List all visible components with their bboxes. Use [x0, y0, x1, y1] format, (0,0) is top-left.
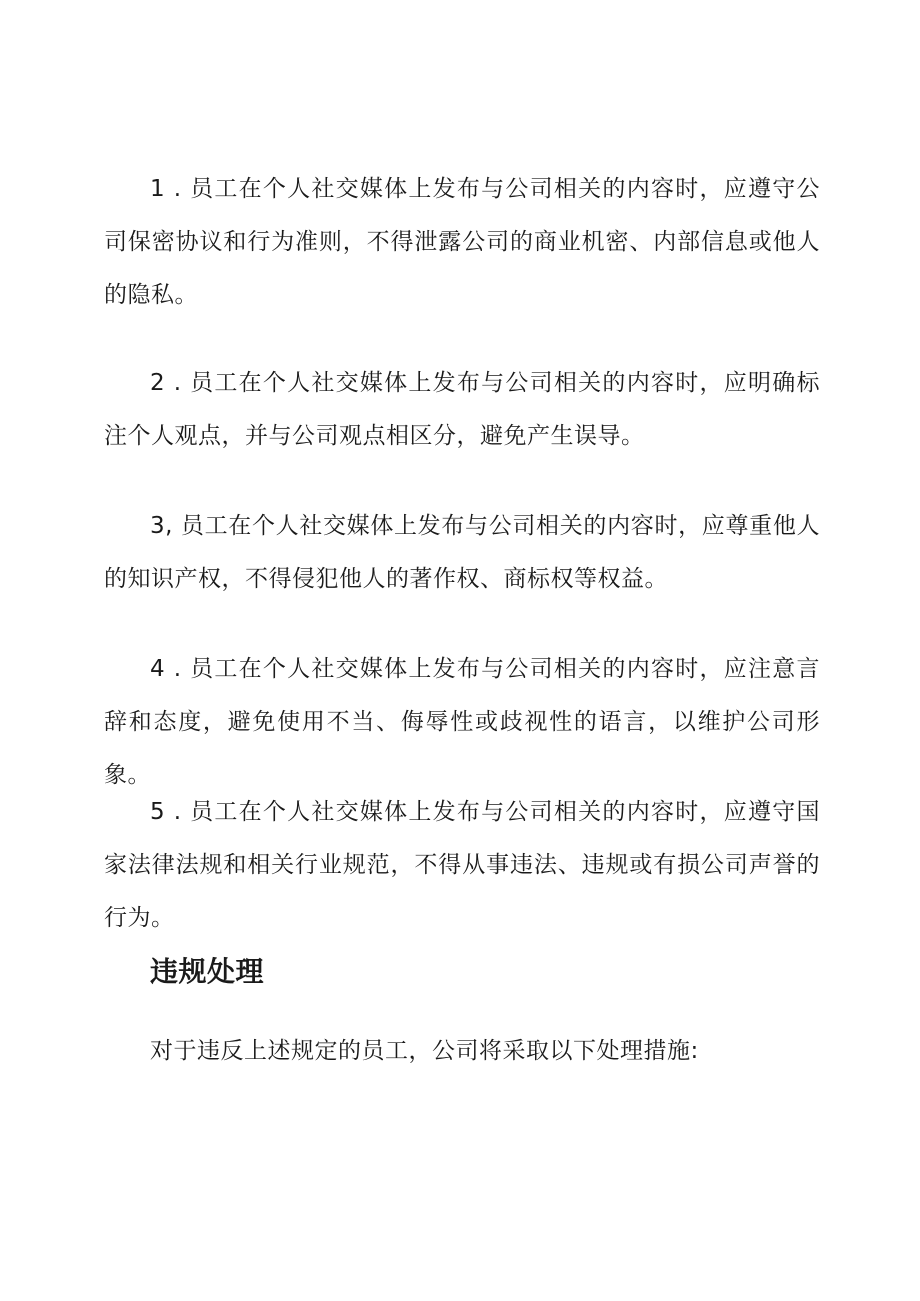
rule-paragraph-1: 1 . 员工在个人社交媒体上发布与公司相关的内容时，应遵守公司保密协议和行为准则，不得泄露公司的商业机密、内部信息或他人的隐私。: [104, 176, 820, 308]
rule-paragraph-2: 2 . 员工在个人社交媒体上发布与公司相关的内容时，应明确标注个人观点，并与公司观点相区分，避免产生误导。: [104, 370, 820, 449]
rule-paragraph-3: 3, 员工在个人社交媒体上发布与公司相关的内容时，应尊重他人的知识产权，不得侵犯他人的著作权、商标权等权益。: [104, 513, 820, 592]
section-intro: 对于违反上述规定的员工，公司将采取以下处理措施:: [150, 1038, 699, 1064]
rule-paragraph-5: 5 . 员工在个人社交媒体上发布与公司相关的内容时，应遵守国家法律法规和相关行业规范，不得从事违法、违规或有损公司声誉的行为。: [104, 799, 820, 931]
rule-paragraph-4: 4 . 员工在个人社交媒体上发布与公司相关的内容时，应注意言辞和态度，避免使用不当、侮辱性或歧视性的语言，以维护公司形象。: [104, 656, 820, 788]
section-heading: 违规处理: [150, 955, 265, 988]
